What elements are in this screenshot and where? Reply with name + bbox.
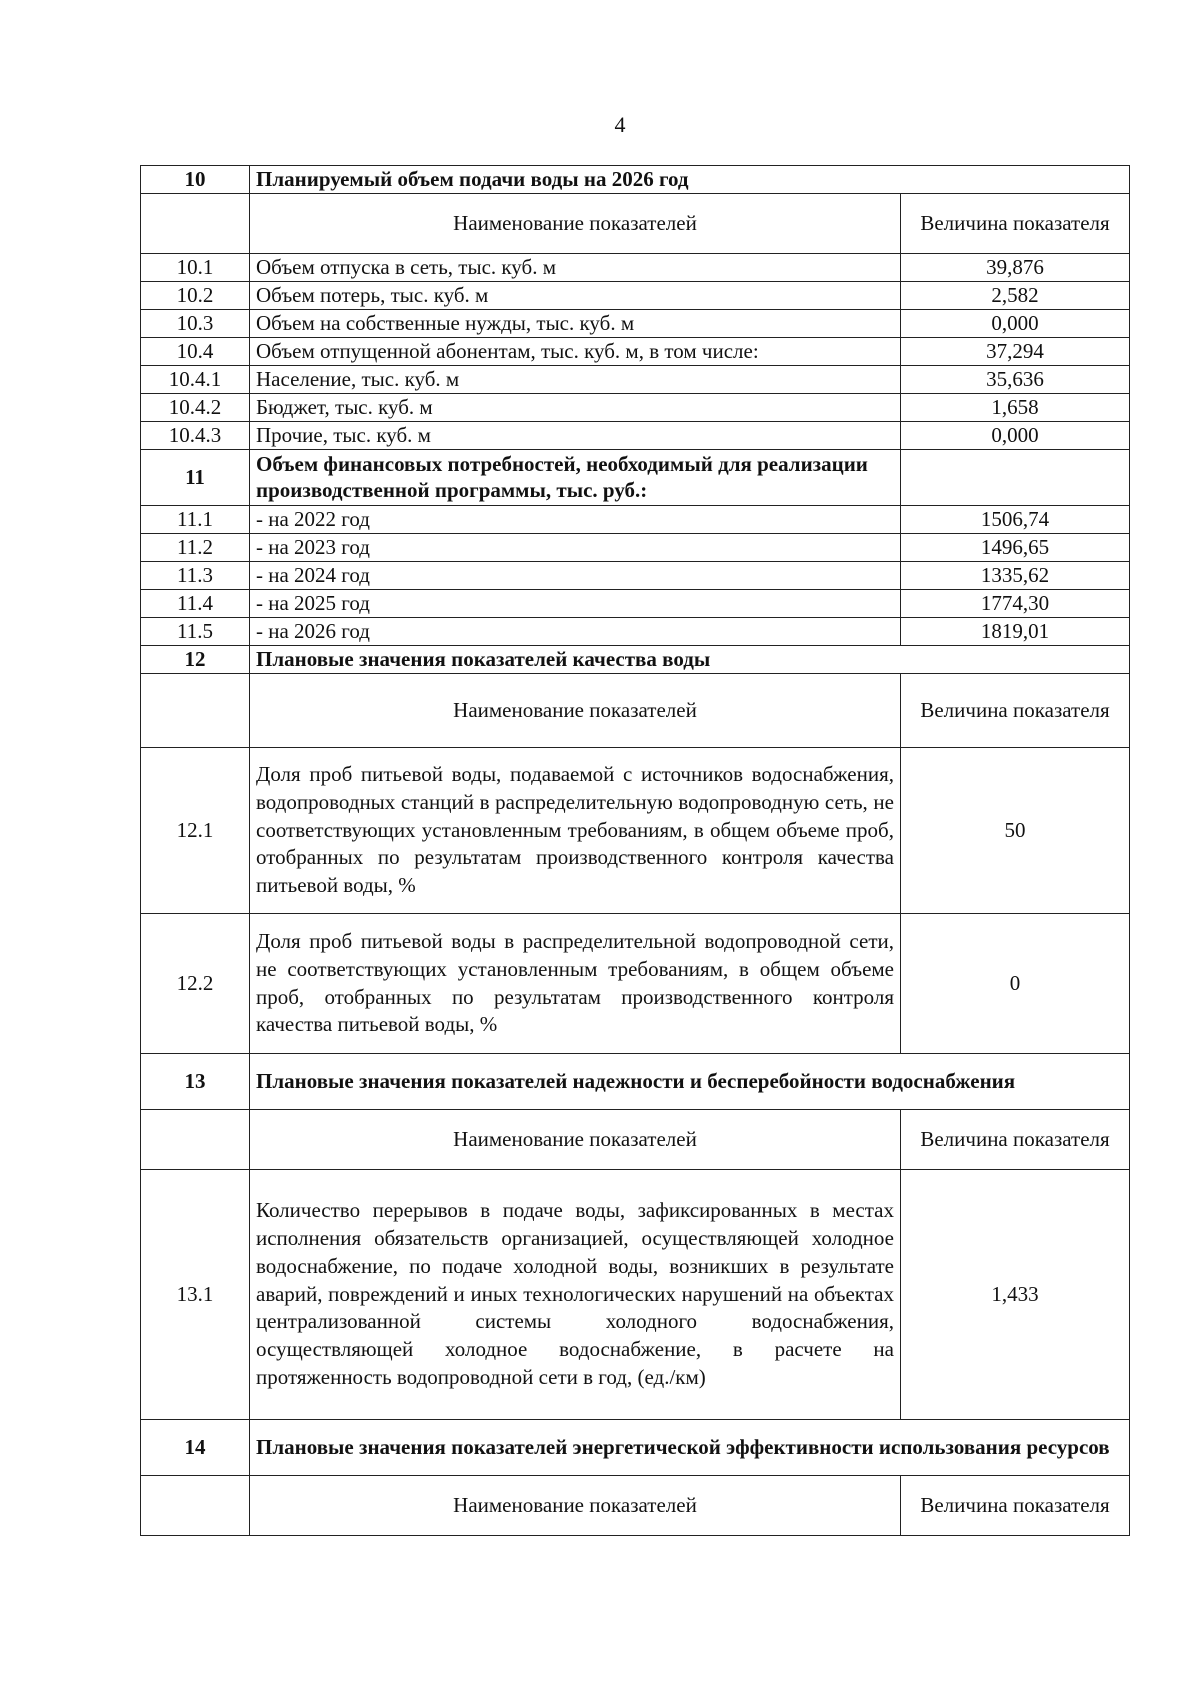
table-row [141, 534, 1130, 562]
row-number: 11.4 [141, 590, 250, 618]
row-name: - на 2022 год [250, 506, 901, 534]
row-name: Количество перерывов в подаче воды, зафиксированных в местах исполнения обязательств организацией, осуществляющей холодное водоснабжение, по подаче холодной воды, возникших в результате аварий, повреждений и иных технологических нарушений на объектах централизованной системы холодного водоснабжения, осуществляющей холодное водоснабжение, в расчете на протяженность водопроводной сети в год, (ед./км) [250, 1170, 901, 1420]
row-value: 1774,30 [901, 590, 1130, 618]
column-header-row [141, 194, 1130, 254]
row-name: Объем потерь, тыс. куб. м [250, 282, 901, 310]
row-value: 0 [901, 914, 1130, 1054]
row-number: 11.5 [141, 618, 250, 646]
row-value: 0,000 [901, 422, 1130, 450]
column-header-name: Наименование показателей [250, 674, 901, 748]
table-row [141, 618, 1130, 646]
row-name: Объем отпущенной абонентам, тыс. куб. м, в том числе: [250, 338, 901, 366]
row-value: 37,294 [901, 338, 1130, 366]
column-header-name: Наименование показателей [250, 1476, 901, 1536]
row-number: 12.2 [141, 914, 250, 1054]
column-header-row [141, 1476, 1130, 1536]
section-header-row [141, 166, 1130, 194]
table-row [141, 310, 1130, 338]
row-name: - на 2025 год [250, 590, 901, 618]
column-header-value: Величина показателя [901, 194, 1130, 254]
row-value: 0,000 [901, 310, 1130, 338]
column-header-name: Наименование показателей [250, 1110, 901, 1170]
table-row [141, 506, 1130, 534]
section-number: 10 [141, 166, 250, 194]
row-number: 13.1 [141, 1170, 250, 1420]
row-value: 1335,62 [901, 562, 1130, 590]
section-title: Плановые значения показателей энергетической эффективности использования ресурсов [250, 1420, 1130, 1476]
column-header-row [141, 674, 1130, 748]
table-row [141, 366, 1130, 394]
indicators-table [140, 165, 1130, 1536]
row-value: 50 [901, 748, 1130, 914]
row-value: 2,582 [901, 282, 1130, 310]
row-name: Население, тыс. куб. м [250, 366, 901, 394]
table-row [141, 914, 1130, 1054]
table-row [141, 422, 1130, 450]
row-name: Объем отпуска в сеть, тыс. куб. м [250, 254, 901, 282]
row-name: - на 2023 год [250, 534, 901, 562]
section-number: 11 [141, 450, 250, 506]
column-header-name: Наименование показателей [250, 194, 901, 254]
row-name: Доля проб питьевой воды, подаваемой с источников водоснабжения, водопроводных станций в распределительную водопроводную сеть, не соответствующих установленным требованиям, в общем объеме проб, отобранных по результатам производственного контроля качества питьевой воды, % [250, 748, 901, 914]
section-number: 12 [141, 646, 250, 674]
page-number: 4 [614, 112, 626, 137]
row-number: 10.1 [141, 254, 250, 282]
row-value: 1,433 [901, 1170, 1130, 1420]
column-header-row [141, 1110, 1130, 1170]
row-number: 10.4 [141, 338, 250, 366]
row-value: 39,876 [901, 254, 1130, 282]
table-row [141, 748, 1130, 914]
row-name: Прочие, тыс. куб. м [250, 422, 901, 450]
section-header-row [141, 646, 1130, 674]
table-row [141, 562, 1130, 590]
section-title: Объем финансовых потребностей, необходимый для реализации производственной программы, тыс. руб.: [250, 450, 901, 506]
row-number: 12.1 [141, 748, 250, 914]
row-value: 1,658 [901, 394, 1130, 422]
row-name: Доля проб питьевой воды в распределительной водопроводной сети, не соответствующих установленным требованиям, в общем объеме проб, отобранных по результатам производственного контроля качества питьевой воды, % [250, 914, 901, 1054]
table-row [141, 254, 1130, 282]
row-value: 1496,65 [901, 534, 1130, 562]
section-header-row [141, 1054, 1130, 1110]
row-number: 10.2 [141, 282, 250, 310]
row-name: - на 2024 год [250, 562, 901, 590]
section-number: 13 [141, 1054, 250, 1110]
section-header-row [141, 1420, 1130, 1476]
row-value: 1506,74 [901, 506, 1130, 534]
row-number: 10.4.2 [141, 394, 250, 422]
table-row [141, 394, 1130, 422]
row-name: Бюджет, тыс. куб. м [250, 394, 901, 422]
table-row [141, 338, 1130, 366]
table-row [141, 590, 1130, 618]
row-number: 10.4.3 [141, 422, 250, 450]
row-name: Объем на собственные нужды, тыс. куб. м [250, 310, 901, 338]
section-number: 14 [141, 1420, 250, 1476]
row-number: 11.2 [141, 534, 250, 562]
row-number: 10.3 [141, 310, 250, 338]
column-header-value: Величина показателя [901, 674, 1130, 748]
section-header-row [141, 450, 1130, 506]
table-row [141, 282, 1130, 310]
row-value: 1819,01 [901, 618, 1130, 646]
row-number: 10.4.1 [141, 366, 250, 394]
column-header-value: Величина показателя [901, 1476, 1130, 1536]
section-title: Плановые значения показателей надежности и бесперебойности водоснабжения [250, 1054, 1130, 1110]
column-header-value: Величина показателя [901, 1110, 1130, 1170]
section-title: Планируемый объем подачи воды на 2026 год [250, 166, 1130, 194]
section-title: Плановые значения показателей качества воды [250, 646, 1130, 674]
row-number: 11.1 [141, 506, 250, 534]
row-name: - на 2026 год [250, 618, 901, 646]
row-value: 35,636 [901, 366, 1130, 394]
table-row [141, 1170, 1130, 1420]
row-number: 11.3 [141, 562, 250, 590]
